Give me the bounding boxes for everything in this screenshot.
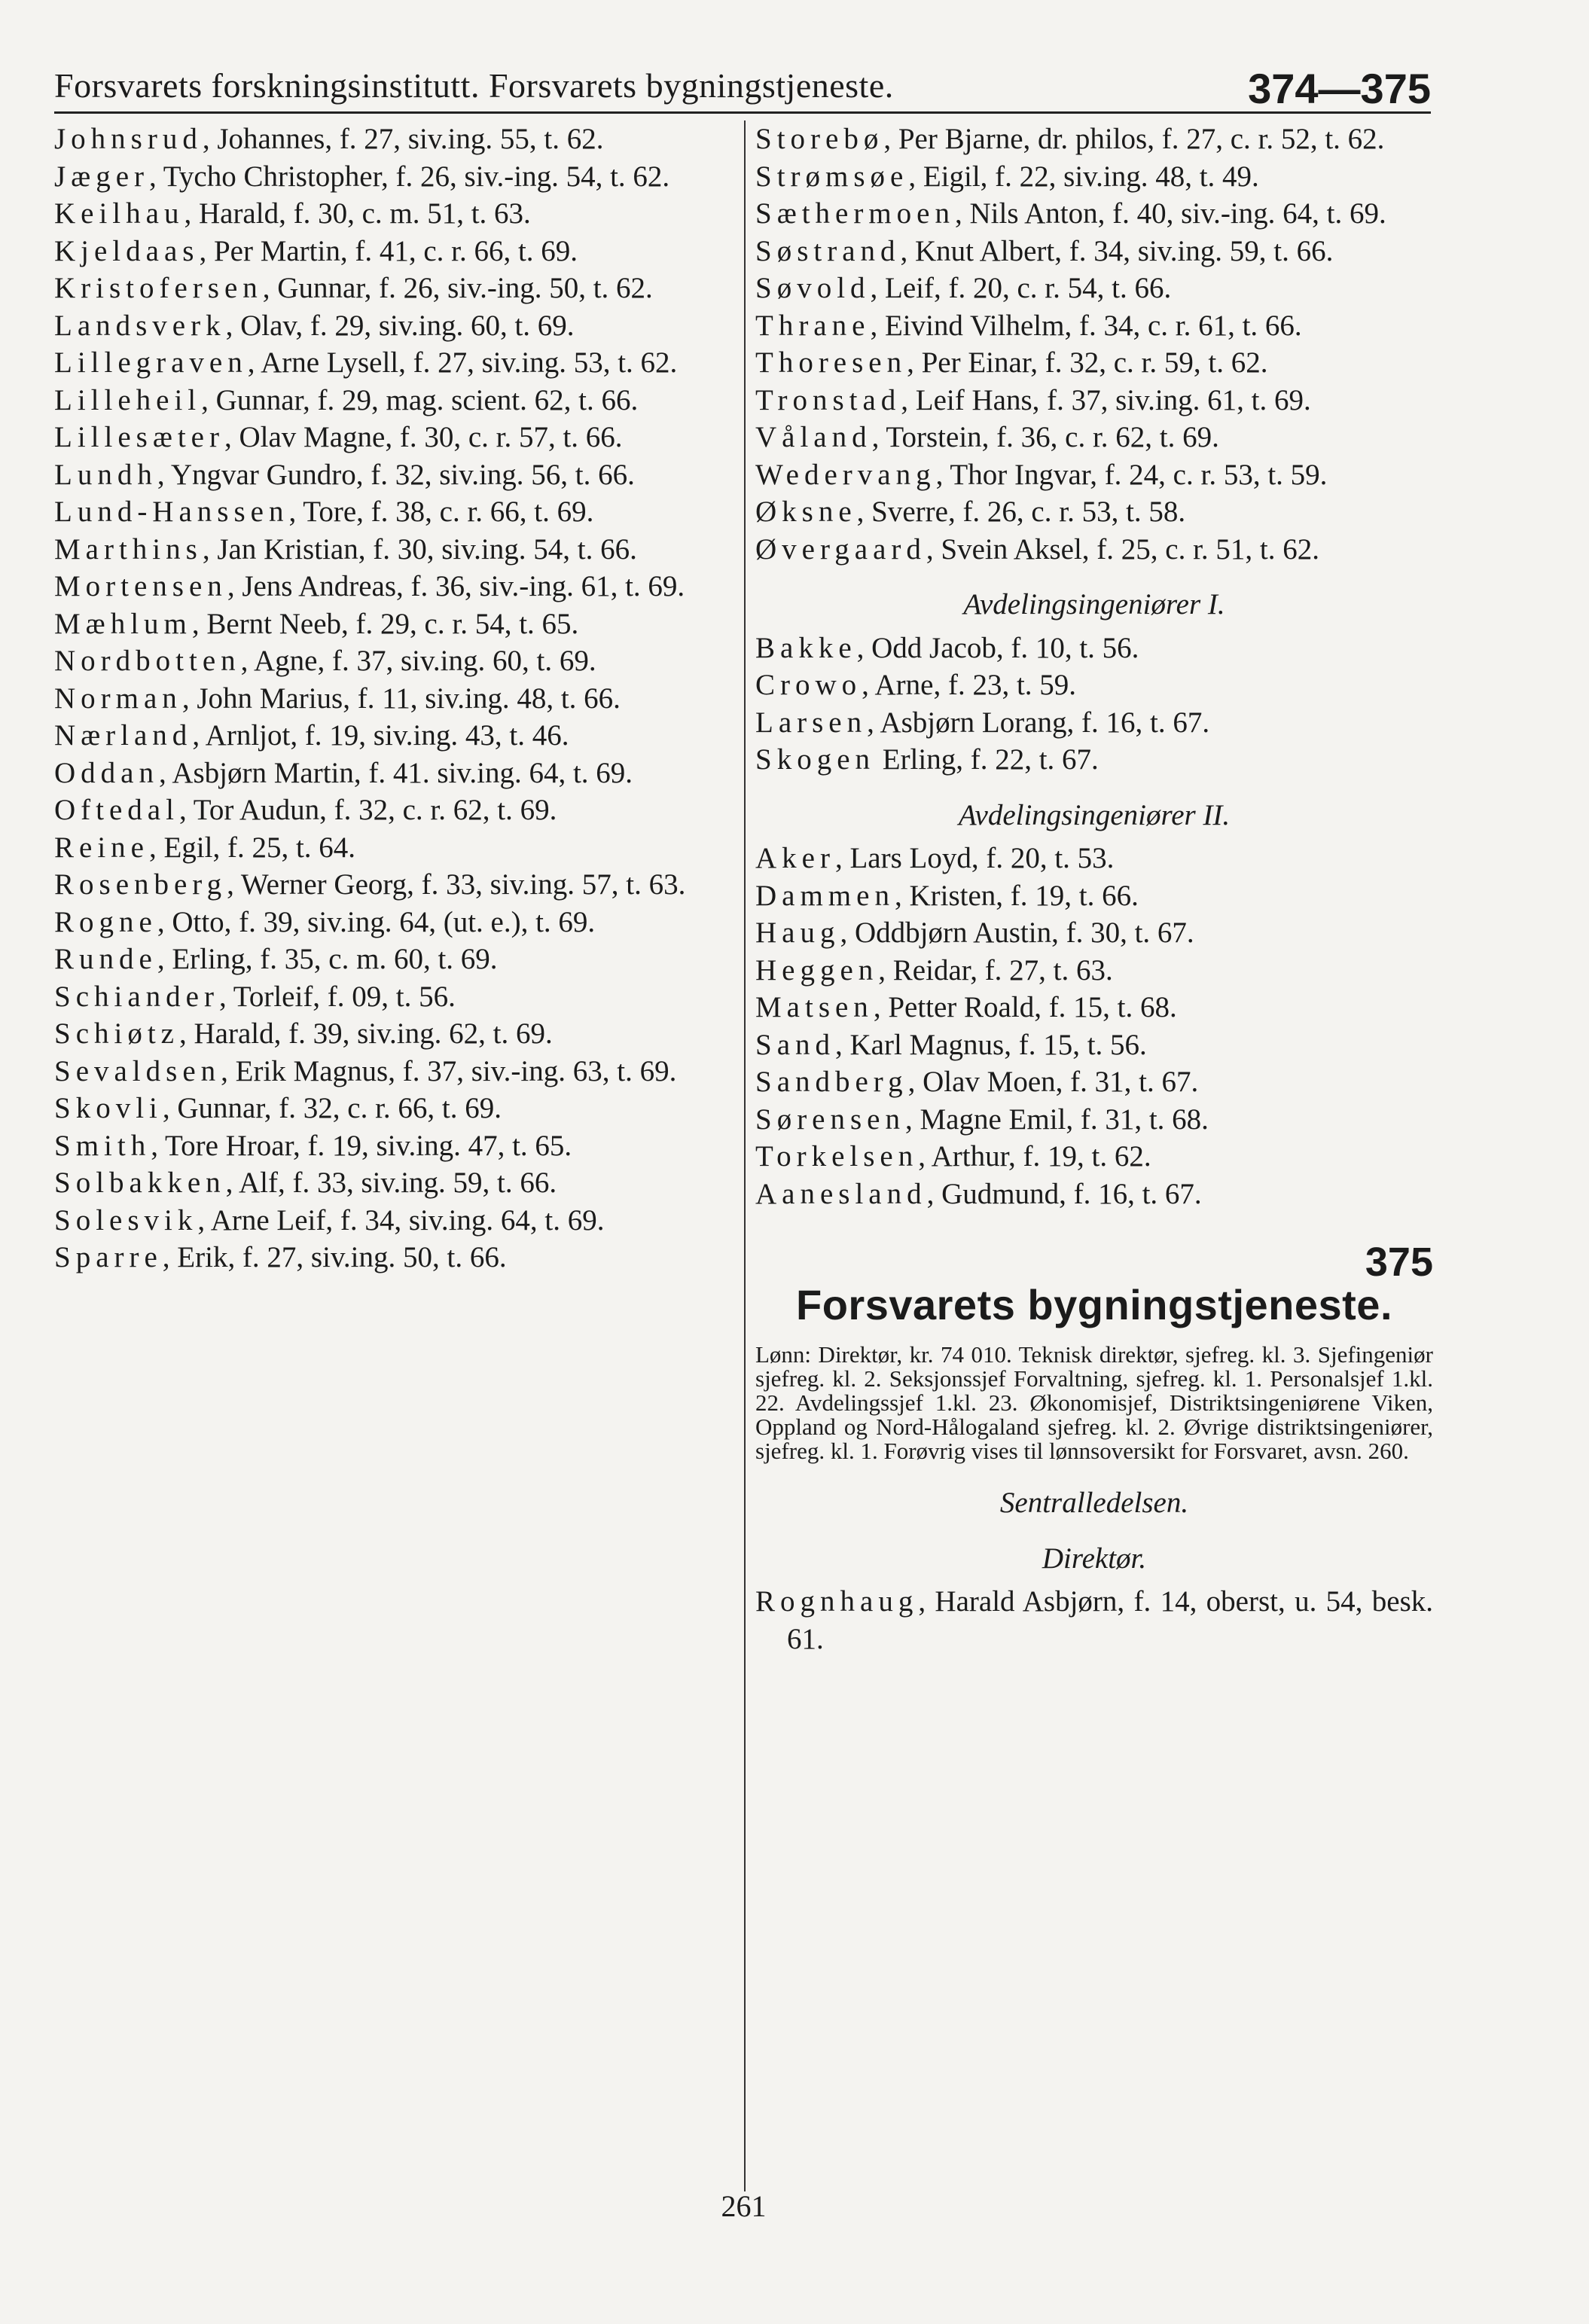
entry-details: , Knut Albert, f. 34, siv.ing. 59, t. 66.: [900, 234, 1334, 267]
entry-surname: Lundh: [54, 458, 157, 491]
entry: [54, 791, 732, 829]
entry-surname: Øksne: [755, 496, 857, 528]
entry-surname: Crowo: [755, 669, 862, 701]
entry-details: , Yngvar Gundro, f. 32, siv.ing. 56, t. 66.: [157, 458, 635, 491]
entry-details: , Alf, f. 33, siv.ing. 59, t. 66.: [225, 1167, 557, 1199]
entry-surname: Strømsøe: [755, 160, 909, 193]
entry: [54, 904, 732, 941]
entry: [54, 829, 732, 867]
entry-details: , Arne, f. 23, t. 59.: [862, 669, 1077, 701]
entry-details: , Jan Kristian, f. 30, siv.ing. 54, t. 66.: [202, 532, 637, 566]
entry: [755, 344, 1433, 382]
entry-details: , Johannes, f. 27, siv.ing. 55, t. 62.: [202, 123, 604, 155]
entry: [54, 456, 732, 494]
entry: [755, 1176, 1433, 1213]
entry: [755, 952, 1433, 990]
entry: [755, 195, 1433, 233]
entry-surname: Nærland: [54, 719, 193, 752]
entry: [755, 704, 1433, 742]
entry-surname: Lund-Hanssen: [54, 496, 289, 528]
entry: [755, 741, 1433, 779]
entry-surname: Aker: [755, 842, 835, 874]
entry-surname: Mæhlum: [54, 607, 192, 640]
section-title-avd2: Avdelingsingeniører II.: [958, 798, 1231, 831]
entry: [755, 1101, 1433, 1139]
entry-surname: Lillegraven: [54, 346, 248, 379]
entry-surname: Sørensen: [755, 1103, 905, 1136]
entry: [755, 630, 1433, 667]
entry: [54, 1127, 732, 1165]
entry-details: , Oddbjørn Austin, f. 30, t. 67.: [840, 916, 1194, 949]
entry-details: , Olav Magne, f. 30, c. r. 57, t. 66.: [224, 421, 623, 453]
entry-details: , Werner Georg, f. 33, siv.ing. 57, t. 63.: [227, 868, 686, 901]
left-column: [54, 120, 732, 1276]
entry: [755, 233, 1433, 270]
avd2-entry-list: [755, 840, 1433, 1212]
entry-surname: Søvold: [755, 272, 871, 304]
entry-surname: Runde: [54, 943, 157, 975]
entry: [54, 158, 732, 196]
entry-surname: Bakke: [755, 631, 857, 664]
entry-details: , Per Einar, f. 32, c. r. 59, t. 62.: [907, 346, 1268, 379]
entry: [54, 568, 732, 605]
entry-surname: Marthins: [54, 532, 203, 566]
entry-details: , Arne Lysell, f. 27, siv.ing. 53, t. 62.: [247, 346, 678, 379]
entry-details: , Torstein, f. 36, c. r. 62, t. 69.: [871, 421, 1219, 453]
entry-details: , Asbjørn Lorang, f. 16, t. 67.: [867, 706, 1210, 739]
entry-surname: Johnsrud: [54, 123, 203, 155]
entry-details: , Harald, f. 39, siv.ing. 62, t. 69.: [178, 1017, 553, 1050]
entry-surname: Dammen: [755, 879, 895, 912]
entry: [755, 1583, 1433, 1658]
section-title-avd1: Avdelingsingeniører I.: [963, 588, 1225, 621]
entry-details: , Arnljot, f. 19, siv.ing. 43, t. 46.: [192, 719, 569, 752]
entry-details: , Tor Audun, f. 32, c. r. 62, t. 69.: [178, 794, 557, 826]
entry-details: , Petter Roald, f. 15, t. 68.: [873, 991, 1177, 1023]
entry-surname: Wedervang: [755, 458, 936, 491]
entry: [54, 531, 732, 569]
entry: [54, 270, 732, 307]
entry-details: , Torleif, f. 09, t. 56.: [218, 980, 456, 1013]
entry-surname: Solbakken: [54, 1167, 226, 1199]
entry-surname: Haug: [755, 916, 840, 949]
entry-surname: Heggen: [755, 953, 879, 987]
entry-surname: Skovli: [54, 1092, 163, 1124]
entry: [54, 307, 732, 345]
entry: [54, 1202, 732, 1240]
entry-details: , Olav, f. 29, siv.ing. 60, t. 69.: [225, 309, 575, 342]
entry-surname: Oddan: [54, 756, 159, 789]
entry-details: , Lars Loyd, f. 20, t. 53.: [834, 842, 1115, 874]
left-entry-list: [54, 120, 732, 1276]
entry-details: , Gudmund, f. 16, t. 67.: [926, 1177, 1202, 1210]
entry: [54, 233, 732, 270]
entry: [54, 120, 732, 158]
entry-details: , Leif, f. 20, c. r. 54, t. 66.: [870, 272, 1172, 304]
section-heading: Forsvarets bygningstjeneste.: [795, 1280, 1392, 1328]
entry-details: , Karl Magnus, f. 15, t. 56.: [835, 1028, 1147, 1061]
entry-details: , Erik Magnus, f. 37, siv.-ing. 63, t. 69.: [221, 1054, 677, 1087]
entry-details: , Magne Emil, f. 31, t. 68.: [904, 1103, 1209, 1136]
entry-surname: Reine: [54, 831, 149, 864]
entry: [755, 120, 1433, 158]
entry-details: , Erik, f. 27, siv.ing. 50, t. 66.: [162, 1241, 507, 1273]
entry-details: , Tore Hroar, f. 19, siv.ing. 47, t. 65.: [151, 1129, 572, 1162]
subheading-sentralledelsen: Sentralledelsen.: [999, 1487, 1189, 1519]
entry: [54, 1053, 732, 1090]
entry-details: , Nils Anton, f. 40, siv.-ing. 64, t. 69.: [954, 197, 1386, 230]
entry-surname: Matsen: [755, 991, 874, 1023]
entry: [54, 755, 732, 792]
entry-details: , Otto, f. 39, siv.ing. 64, (ut. e.), t. 69.: [157, 905, 596, 938]
right-entry-list: [755, 120, 1433, 568]
entry: [755, 456, 1433, 494]
role-direktor: Direktør.: [1042, 1542, 1147, 1575]
entry: [54, 642, 732, 680]
entry-details: , Per Bjarne, dr. philos, f. 27, c. r. 52, t. 62.: [883, 123, 1385, 155]
salary-intro: Lønn: Direktør, kr. 74 010. Teknisk direktør, sjefreg. kl. 3. Sjefingeniør sjefreg. kl. 2. Seksjonssjef Forvaltning, sjefreg. kl. 1. Personalsjef 1.kl. 22. Avdelingssjef 1.kl. 23. Økonomisjef, Distriktsingeniørene Viken, Oppland og Nord-Hålogaland sjefreg. kl. 2. Øvrige distriktsingeniører, sjefreg. kl. 1. Forøvrig vises til lønnsoversikt for Forsvaret, avsn. 260.: [755, 1341, 1433, 1464]
entry-surname: Sand: [755, 1028, 835, 1061]
entry: [755, 307, 1433, 345]
entry-surname: Skogen: [755, 743, 875, 776]
entry: [755, 840, 1433, 877]
entry: [755, 531, 1433, 569]
entry-details: , Bernt Neeb, f. 29, c. r. 54, t. 65.: [191, 607, 579, 640]
header-page-numbers: 374—375: [1248, 65, 1431, 112]
entry-surname: Søstrand: [755, 234, 901, 267]
entry-details: , Erling, f. 35, c. m. 60, t. 69.: [157, 943, 498, 975]
entry: [755, 877, 1433, 915]
entry-details: , Sverre, f. 26, c. r. 53, t. 58.: [856, 496, 1186, 528]
entry: [54, 344, 732, 382]
entry-details: , Agne, f. 37, siv.ing. 60, t. 69.: [240, 645, 596, 677]
entry-surname: Kjeldaas: [54, 234, 200, 267]
entry-details: , Reidar, f. 27, t. 63.: [878, 953, 1113, 987]
entry-surname: Storebø: [755, 123, 884, 155]
entry-surname: Torkelsen: [755, 1140, 919, 1173]
entry-details: Erling, f. 22, t. 67.: [875, 743, 1099, 776]
entry-details: , John Marius, f. 11, siv.ing. 48, t. 66.: [181, 682, 621, 715]
entry-surname: Sevaldsen: [54, 1054, 221, 1087]
entry-surname: Mortensen: [54, 570, 227, 602]
entry-surname: Rognhaug: [755, 1585, 919, 1618]
entry-surname: Rosenberg: [54, 868, 227, 901]
entry-details: , Thor Ingvar, f. 24, c. r. 53, t. 59.: [935, 458, 1328, 491]
entry: [755, 1063, 1433, 1101]
entry: [54, 605, 732, 643]
entry-details: , Jens Andreas, f. 36, siv.-ing. 61, t. 69.: [227, 570, 685, 602]
entry: [755, 914, 1433, 952]
entry: [755, 1026, 1433, 1064]
entry: [54, 978, 732, 1016]
entry: [54, 1239, 732, 1276]
entry-surname: Sæthermoen: [755, 197, 955, 230]
entry-surname: Jæger: [54, 160, 149, 193]
entry: [755, 666, 1433, 704]
entry-surname: Norman: [54, 682, 182, 715]
entry-surname: Schiøtz: [54, 1017, 179, 1050]
entry: [755, 158, 1433, 196]
section-number-375: 375: [1365, 1240, 1433, 1285]
entry: [755, 493, 1433, 531]
entry: [755, 382, 1433, 419]
entry-details: , Asbjørn Martin, f. 41. siv.ing. 64, t. 69.: [158, 756, 633, 789]
entry: [54, 195, 732, 233]
entry-surname: Rogne: [54, 905, 157, 938]
entry-surname: Smith: [54, 1129, 151, 1162]
entry-surname: Larsen: [755, 706, 868, 739]
entry: [54, 382, 732, 419]
entry-surname: Lilleheil: [54, 383, 202, 416]
entry-surname: Sparre: [54, 1241, 163, 1273]
entry: [54, 419, 732, 456]
entry-details: , Gunnar, f. 29, mag. scient. 62, t. 66.: [201, 383, 639, 416]
entry-details: , Egil, f. 25, t. 64.: [148, 831, 356, 864]
entry-surname: Lillesæter: [54, 421, 224, 453]
entry-details: , Olav Moen, f. 31, t. 67.: [907, 1066, 1199, 1098]
entry: [54, 866, 732, 904]
entry-surname: Aanesland: [755, 1177, 927, 1210]
entry: [54, 493, 732, 531]
header-title: Forsvarets forskningsinstitutt. Forsvarets bygningstjeneste.: [54, 66, 894, 105]
entry-details: , Kristen, f. 19, t. 66.: [894, 879, 1139, 912]
entry-details: , Tycho Christopher, f. 26, siv.-ing. 54, t. 62.: [149, 160, 670, 193]
entry-details: , Gunnar, f. 26, siv.-ing. 50, t. 62.: [262, 272, 653, 304]
entry: [755, 419, 1433, 456]
column-divider: [744, 120, 746, 2191]
entry-details: , Gunnar, f. 32, c. r. 66, t. 69.: [162, 1092, 502, 1124]
entry: [54, 941, 732, 978]
entry: [755, 270, 1433, 307]
entry-surname: Keilhau: [54, 197, 185, 230]
entry-surname: Nordbotten: [54, 645, 241, 677]
entry-details: , Harald Asbjørn, f. 14, oberst, u. 54, besk. 61.: [787, 1585, 1433, 1655]
running-header: [54, 53, 1431, 114]
entry-details: , Svein Aksel, f. 25, c. r. 51, t. 62.: [926, 532, 1320, 566]
entry: [54, 1090, 732, 1127]
avd1-entry-list: [755, 630, 1433, 779]
entry-surname: Kristofersen: [54, 272, 263, 304]
entry-surname: Våland: [755, 421, 872, 453]
entry-details: , Odd Jacob, f. 10, t. 56.: [856, 631, 1139, 664]
entry-details: , Eigil, f. 22, siv.ing. 48, t. 49.: [908, 160, 1259, 193]
entry-details: , Arthur, f. 19, t. 62.: [918, 1140, 1151, 1173]
entry: [54, 680, 732, 718]
entry: [755, 989, 1433, 1026]
entry: [755, 1138, 1433, 1176]
entry-details: , Arne Leif, f. 34, siv.ing. 64, t. 69.: [197, 1203, 605, 1237]
right-column: [755, 120, 1433, 1658]
entry-details: , Tore, f. 38, c. r. 66, t. 69.: [288, 496, 594, 528]
entry-surname: Thoresen: [755, 346, 907, 379]
entry-details: , Per Martin, f. 41, c. r. 66, t. 69.: [199, 234, 578, 267]
director-entry-list: [755, 1583, 1433, 1658]
page-footer-number: 261: [721, 2189, 767, 2223]
entry-details: , Eivind Vilhelm, f. 34, c. r. 61, t. 66.: [870, 309, 1302, 342]
entry-details: , Leif Hans, f. 37, siv.ing. 61, t. 69.: [901, 383, 1311, 416]
entry-surname: Thrane: [755, 309, 871, 342]
entry-surname: Solesvik: [54, 1203, 198, 1237]
entry-surname: Sandberg: [755, 1066, 908, 1098]
entry-surname: Tronstad: [755, 383, 901, 416]
entry: [54, 1164, 732, 1202]
entry-surname: Oftedal: [54, 794, 179, 826]
entry: [54, 717, 732, 755]
entry-details: , Harald, f. 30, c. m. 51, t. 63.: [184, 197, 531, 230]
entry-surname: Øvergaard: [755, 532, 926, 566]
entry: [54, 1015, 732, 1053]
entry-surname: Schiander: [54, 980, 219, 1013]
entry-surname: Landsverk: [54, 309, 226, 342]
